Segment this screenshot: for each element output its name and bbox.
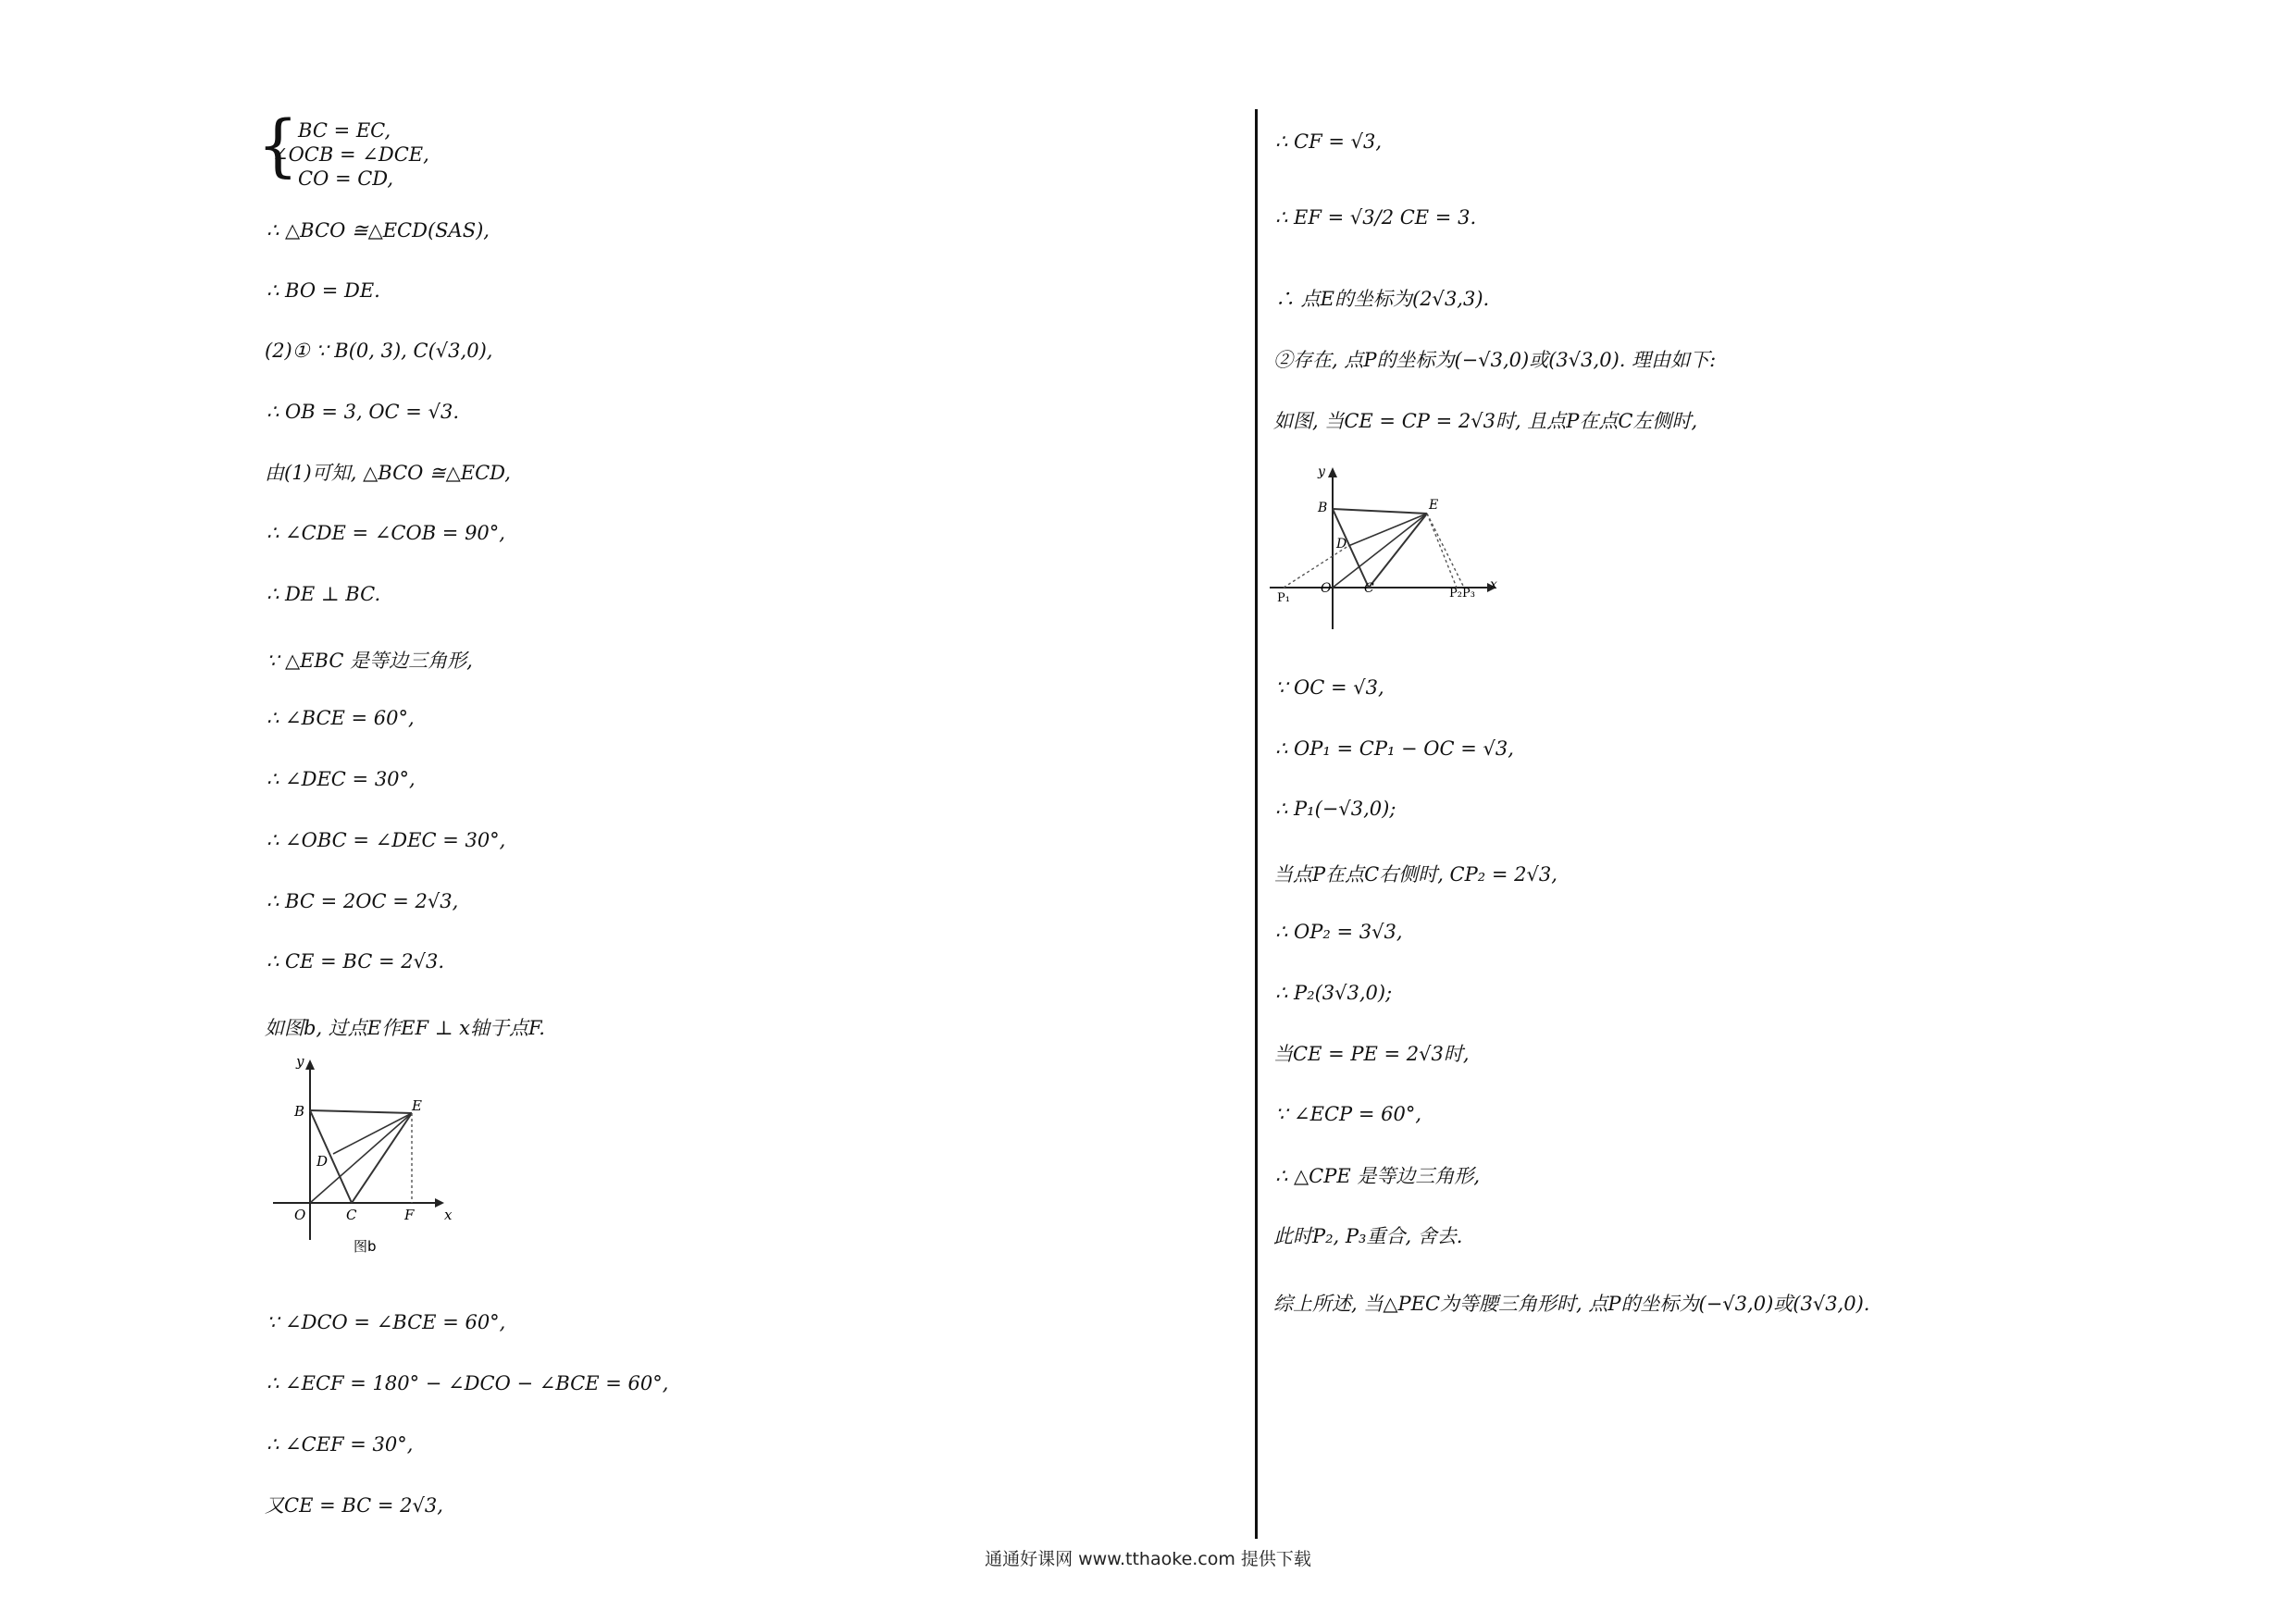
right-line-8: ∴ P₁(−√3,0); [1275, 798, 1396, 820]
fig-r-B-label: B [1318, 501, 1328, 515]
system-eq-1: BC = EC, [298, 119, 391, 142]
fig-b-F-label: F [404, 1207, 415, 1223]
figure-right [1270, 463, 1501, 638]
system-brace: { [257, 105, 299, 186]
right-line-10: ∴ OP₂ = 3√3, [1275, 921, 1403, 943]
fig-r-O-label: O [1321, 581, 1332, 596]
left-line-9: ∴ ∠BCE = 60°, [267, 707, 415, 729]
left-line-1: ∴ △BCO ≅△ECD(SAS), [267, 219, 490, 242]
figure-b [268, 1055, 463, 1268]
right-line-3: ∴ 点E的坐标为(2√3,3). [1275, 288, 1490, 310]
fig-b-B-label: B [294, 1103, 305, 1120]
fig-r-x-label: x [1490, 577, 1497, 592]
left-line-7: ∴ DE ⊥ BC. [267, 583, 381, 605]
fig-b-E-label: E [412, 1097, 422, 1114]
right-line-6: ∵ OC = √3, [1275, 676, 1384, 699]
right-line-2: ∴ EF = √3/2 CE = 3. [1275, 206, 1477, 229]
left-line-17: ∴ ∠CEF = 30°, [267, 1433, 414, 1456]
left-line-13: ∴ CE = BC = 2√3. [267, 950, 444, 973]
fig-r-E-label: E [1429, 498, 1439, 513]
fig-r-y-label: y [1318, 465, 1325, 479]
fig-b-O-label: O [294, 1207, 306, 1223]
fig-b-C-label: C [346, 1207, 357, 1223]
page-footer: 通通好课网 www.tthaoke.com 提供下载 [985, 1549, 1311, 1569]
fig-r-P2P3-label: P₂P₃ [1449, 587, 1475, 601]
left-line-6: ∴ ∠CDE = ∠COB = 90°, [267, 522, 505, 544]
right-line-1: ∴ CF = √3, [1275, 130, 1383, 153]
left-line-18: 又CE = BC = 2√3, [265, 1494, 443, 1517]
left-line-4: ∴ OB = 3, OC = √3. [267, 401, 459, 423]
column-divider [1255, 109, 1258, 1539]
fig-r-C-label: C [1364, 581, 1374, 596]
fig-b-caption: 图b [354, 1238, 377, 1255]
left-line-14: 如图b, 过点E作EF ⊥ x轴于点F. [265, 1017, 545, 1039]
fig-b-D-label: D [316, 1153, 329, 1170]
left-line-5: 由(1)可知, △BCO ≅△ECD, [265, 462, 511, 484]
right-line-12: 当CE = PE = 2√3时, [1273, 1043, 1470, 1065]
left-line-12: ∴ BC = 2OC = 2√3, [267, 890, 459, 912]
left-line-15: ∵ ∠DCO = ∠BCE = 60°, [267, 1311, 506, 1333]
fig-r-D-label: D [1336, 537, 1347, 551]
right-line-5: 如图, 当CE = CP = 2√3时, 且点P在点C左侧时, [1273, 410, 1698, 432]
left-line-11: ∴ ∠OBC = ∠DEC = 30°, [267, 829, 506, 851]
system-eq-3: CO = CD, [298, 167, 394, 190]
right-line-16: 综上所述, 当△PEC为等腰三角形时, 点P的坐标为(−√3,0)或(3√3,0). [1273, 1293, 1870, 1315]
left-line-8: ∵ △EBC 是等边三角形, [267, 650, 473, 672]
right-line-4: ②存在, 点P的坐标为(−√3,0)或(3√3,0). 理由如下: [1273, 349, 1717, 371]
left-line-16: ∴ ∠ECF = 180° − ∠DCO − ∠BCE = 60°, [267, 1372, 669, 1394]
right-line-7: ∴ OP₁ = CP₁ − OC = √3, [1275, 737, 1514, 760]
left-line-2: ∴ BO = DE. [267, 279, 380, 302]
fig-b-x-label: x [444, 1207, 453, 1223]
system-eq-2: ∠OCB = ∠DCE, [272, 143, 429, 166]
right-line-13: ∵ ∠ECP = 60°, [1275, 1103, 1422, 1125]
right-line-15: 此时P₂, P₃重合, 舍去. [1273, 1225, 1463, 1247]
left-line-3: (2)① ∵ B(0, 3), C(√3,0), [265, 340, 493, 362]
left-line-10: ∴ ∠DEC = 30°, [267, 768, 416, 790]
right-line-11: ∴ P₂(3√3,0); [1275, 982, 1393, 1004]
fig-b-y-label: y [296, 1055, 304, 1070]
fig-r-P1-label: P₁ [1277, 591, 1290, 605]
right-line-9: 当点P在点C右侧时, CP₂ = 2√3, [1273, 863, 1558, 886]
right-line-14: ∴ △CPE 是等边三角形, [1275, 1165, 1481, 1187]
